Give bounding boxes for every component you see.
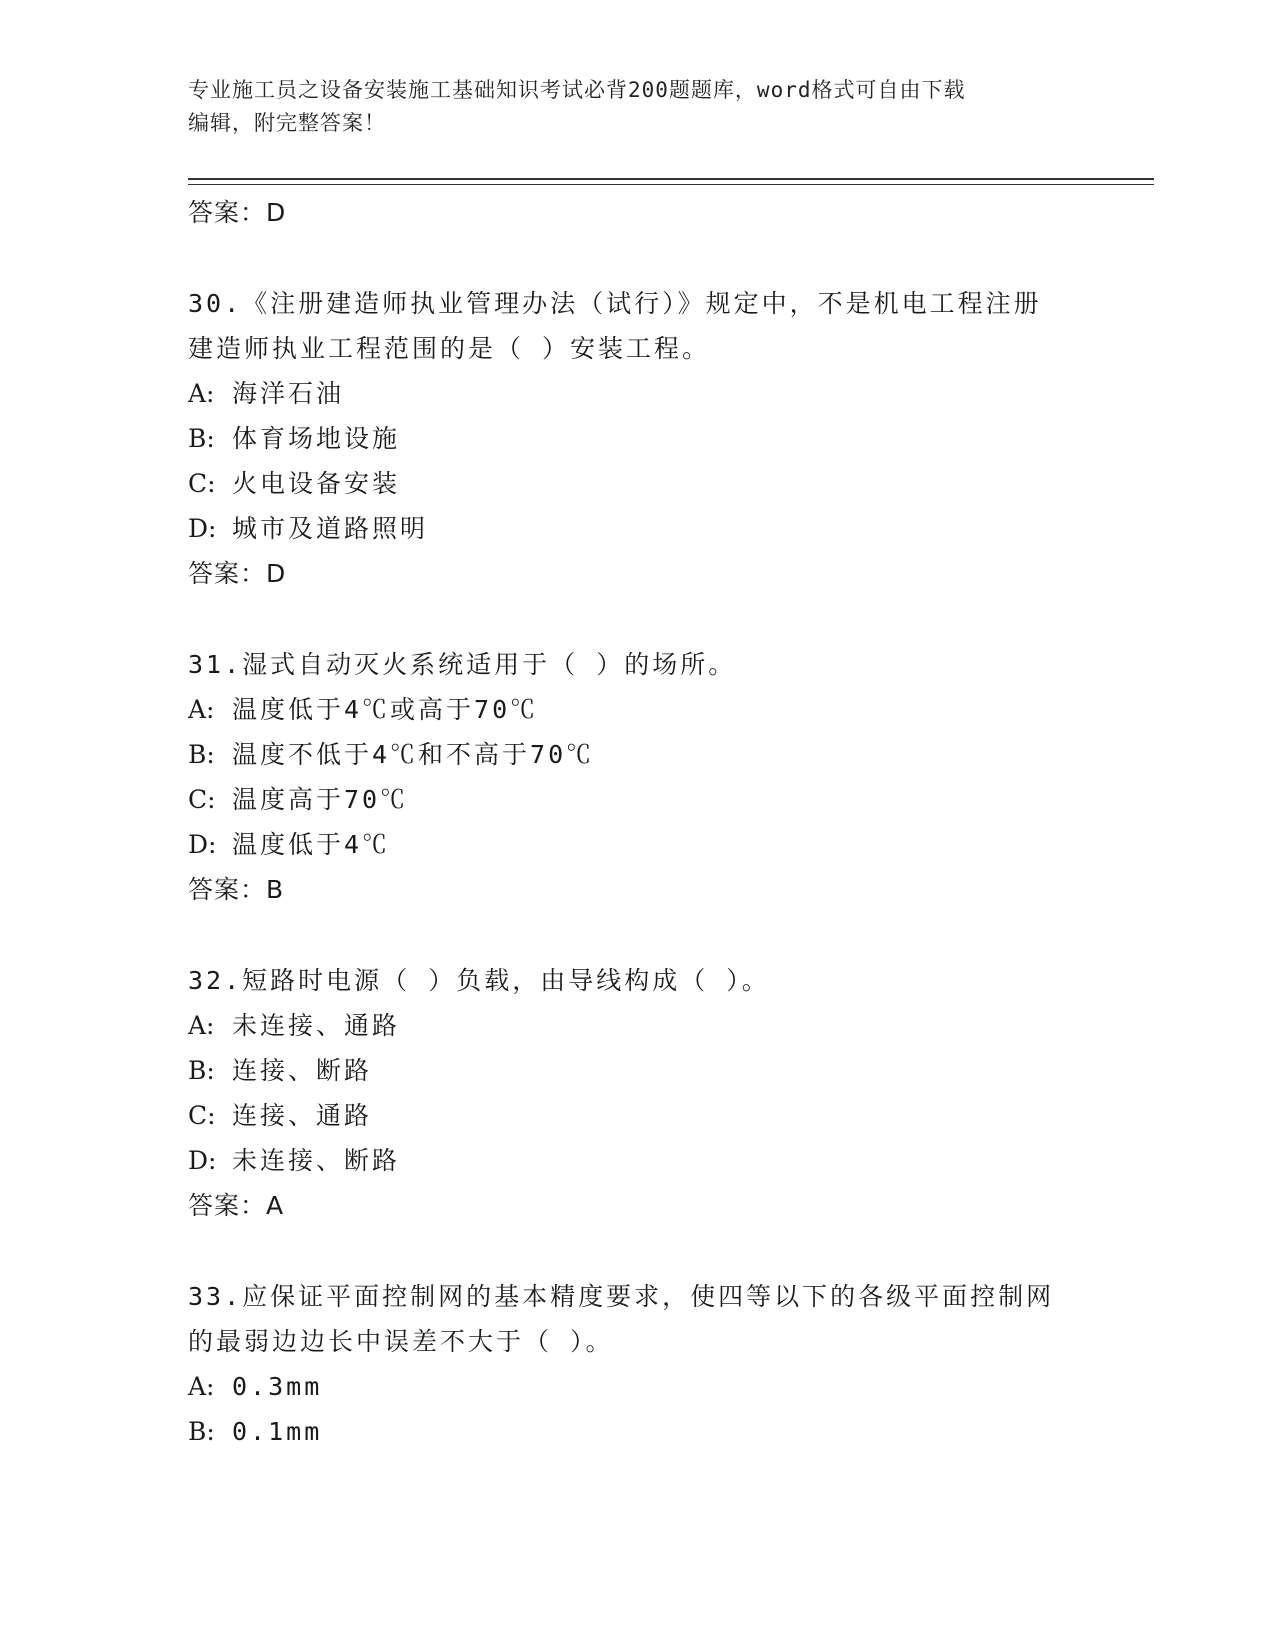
- question-stem: 33.应保证平面控制网的基本精度要求，使四等以下的各级平面控制网: [188, 1282, 1055, 1311]
- question-stem: 31.湿式自动灭火系统适用于（ ）的场所。: [188, 650, 737, 679]
- option-text: 体育场地设施: [232, 424, 401, 453]
- option-text: 连接、通路: [232, 1101, 373, 1130]
- question-31: [188, 642, 1088, 913]
- option-c: [188, 777, 1088, 822]
- option-letter: B:: [188, 1417, 215, 1446]
- option-text: 温度低于4℃或高于70℃: [232, 695, 539, 724]
- option-text: 海洋石油: [232, 379, 345, 408]
- header-line-2: 编辑，附完整答案！: [188, 111, 386, 135]
- option-letter: B:: [188, 424, 215, 453]
- option-letter: A:: [188, 695, 215, 724]
- option-text: 连接、断路: [232, 1056, 373, 1085]
- option-letter: C:: [188, 785, 216, 814]
- option-d: [188, 506, 1088, 551]
- header-divider-thick: [188, 178, 1154, 180]
- option-c: [188, 461, 1088, 506]
- option-c: [188, 1093, 1088, 1138]
- question-answer: 答案：D: [188, 559, 287, 588]
- option-text: 火电设备安装: [232, 469, 401, 498]
- option-b: [188, 732, 1088, 777]
- question-answer: 答案：B: [188, 875, 285, 904]
- previous-answer: 答案：D: [188, 198, 287, 227]
- option-letter: A:: [188, 1011, 215, 1040]
- question-30: [188, 281, 1088, 597]
- option-letter: B:: [188, 1056, 215, 1085]
- option-letter: A:: [188, 379, 215, 408]
- option-letter: A:: [188, 1372, 215, 1401]
- question-answer: 答案：A: [188, 1191, 285, 1220]
- option-text: 城市及道路照明: [232, 514, 429, 543]
- option-b: [188, 1048, 1088, 1093]
- option-text: 0.1mm: [232, 1417, 323, 1446]
- document-body: [188, 190, 1088, 1454]
- question-32: [188, 958, 1088, 1229]
- option-a: [188, 1003, 1088, 1048]
- option-letter: B:: [188, 740, 215, 769]
- header-line-1: 专业施工员之设备安装施工基础知识考试必背200题题库，word格式可自由下载: [188, 78, 966, 102]
- question-stem-continued: 的最弱边边长中误差不大于（ ）。: [188, 1327, 614, 1356]
- question-stem: 32.短路时电源（ ）负载，由导线构成（ ）。: [188, 966, 770, 995]
- option-a: [188, 371, 1088, 416]
- option-text: 温度低于4℃: [232, 830, 391, 859]
- option-text: 温度高于70℃: [232, 785, 409, 814]
- document-header: [188, 74, 1088, 140]
- question-stem-continued: 建造师执业工程范围的是（ ）安装工程。: [188, 334, 711, 363]
- option-letter: D:: [188, 1146, 217, 1175]
- option-a: [188, 687, 1088, 732]
- option-text: 未连接、通路: [232, 1011, 401, 1040]
- option-b: [188, 1409, 1088, 1454]
- header-divider-thin: [188, 184, 1154, 185]
- option-letter: D:: [188, 514, 217, 543]
- option-text: 未连接、断路: [232, 1146, 401, 1175]
- option-d: [188, 822, 1088, 867]
- option-d: [188, 1138, 1088, 1183]
- option-text: 温度不低于4℃和不高于70℃: [232, 740, 595, 769]
- option-letter: C:: [188, 1101, 216, 1130]
- option-text: 0.3mm: [232, 1372, 323, 1401]
- option-letter: C:: [188, 469, 216, 498]
- question-stem: 30.《注册建造师执业管理办法（试行）》规定中，不是机电工程注册: [188, 289, 1042, 318]
- option-a: [188, 1364, 1088, 1409]
- option-b: [188, 416, 1088, 461]
- document-page: [188, 0, 1148, 1650]
- question-33: [188, 1274, 1088, 1454]
- option-letter: D:: [188, 830, 217, 859]
